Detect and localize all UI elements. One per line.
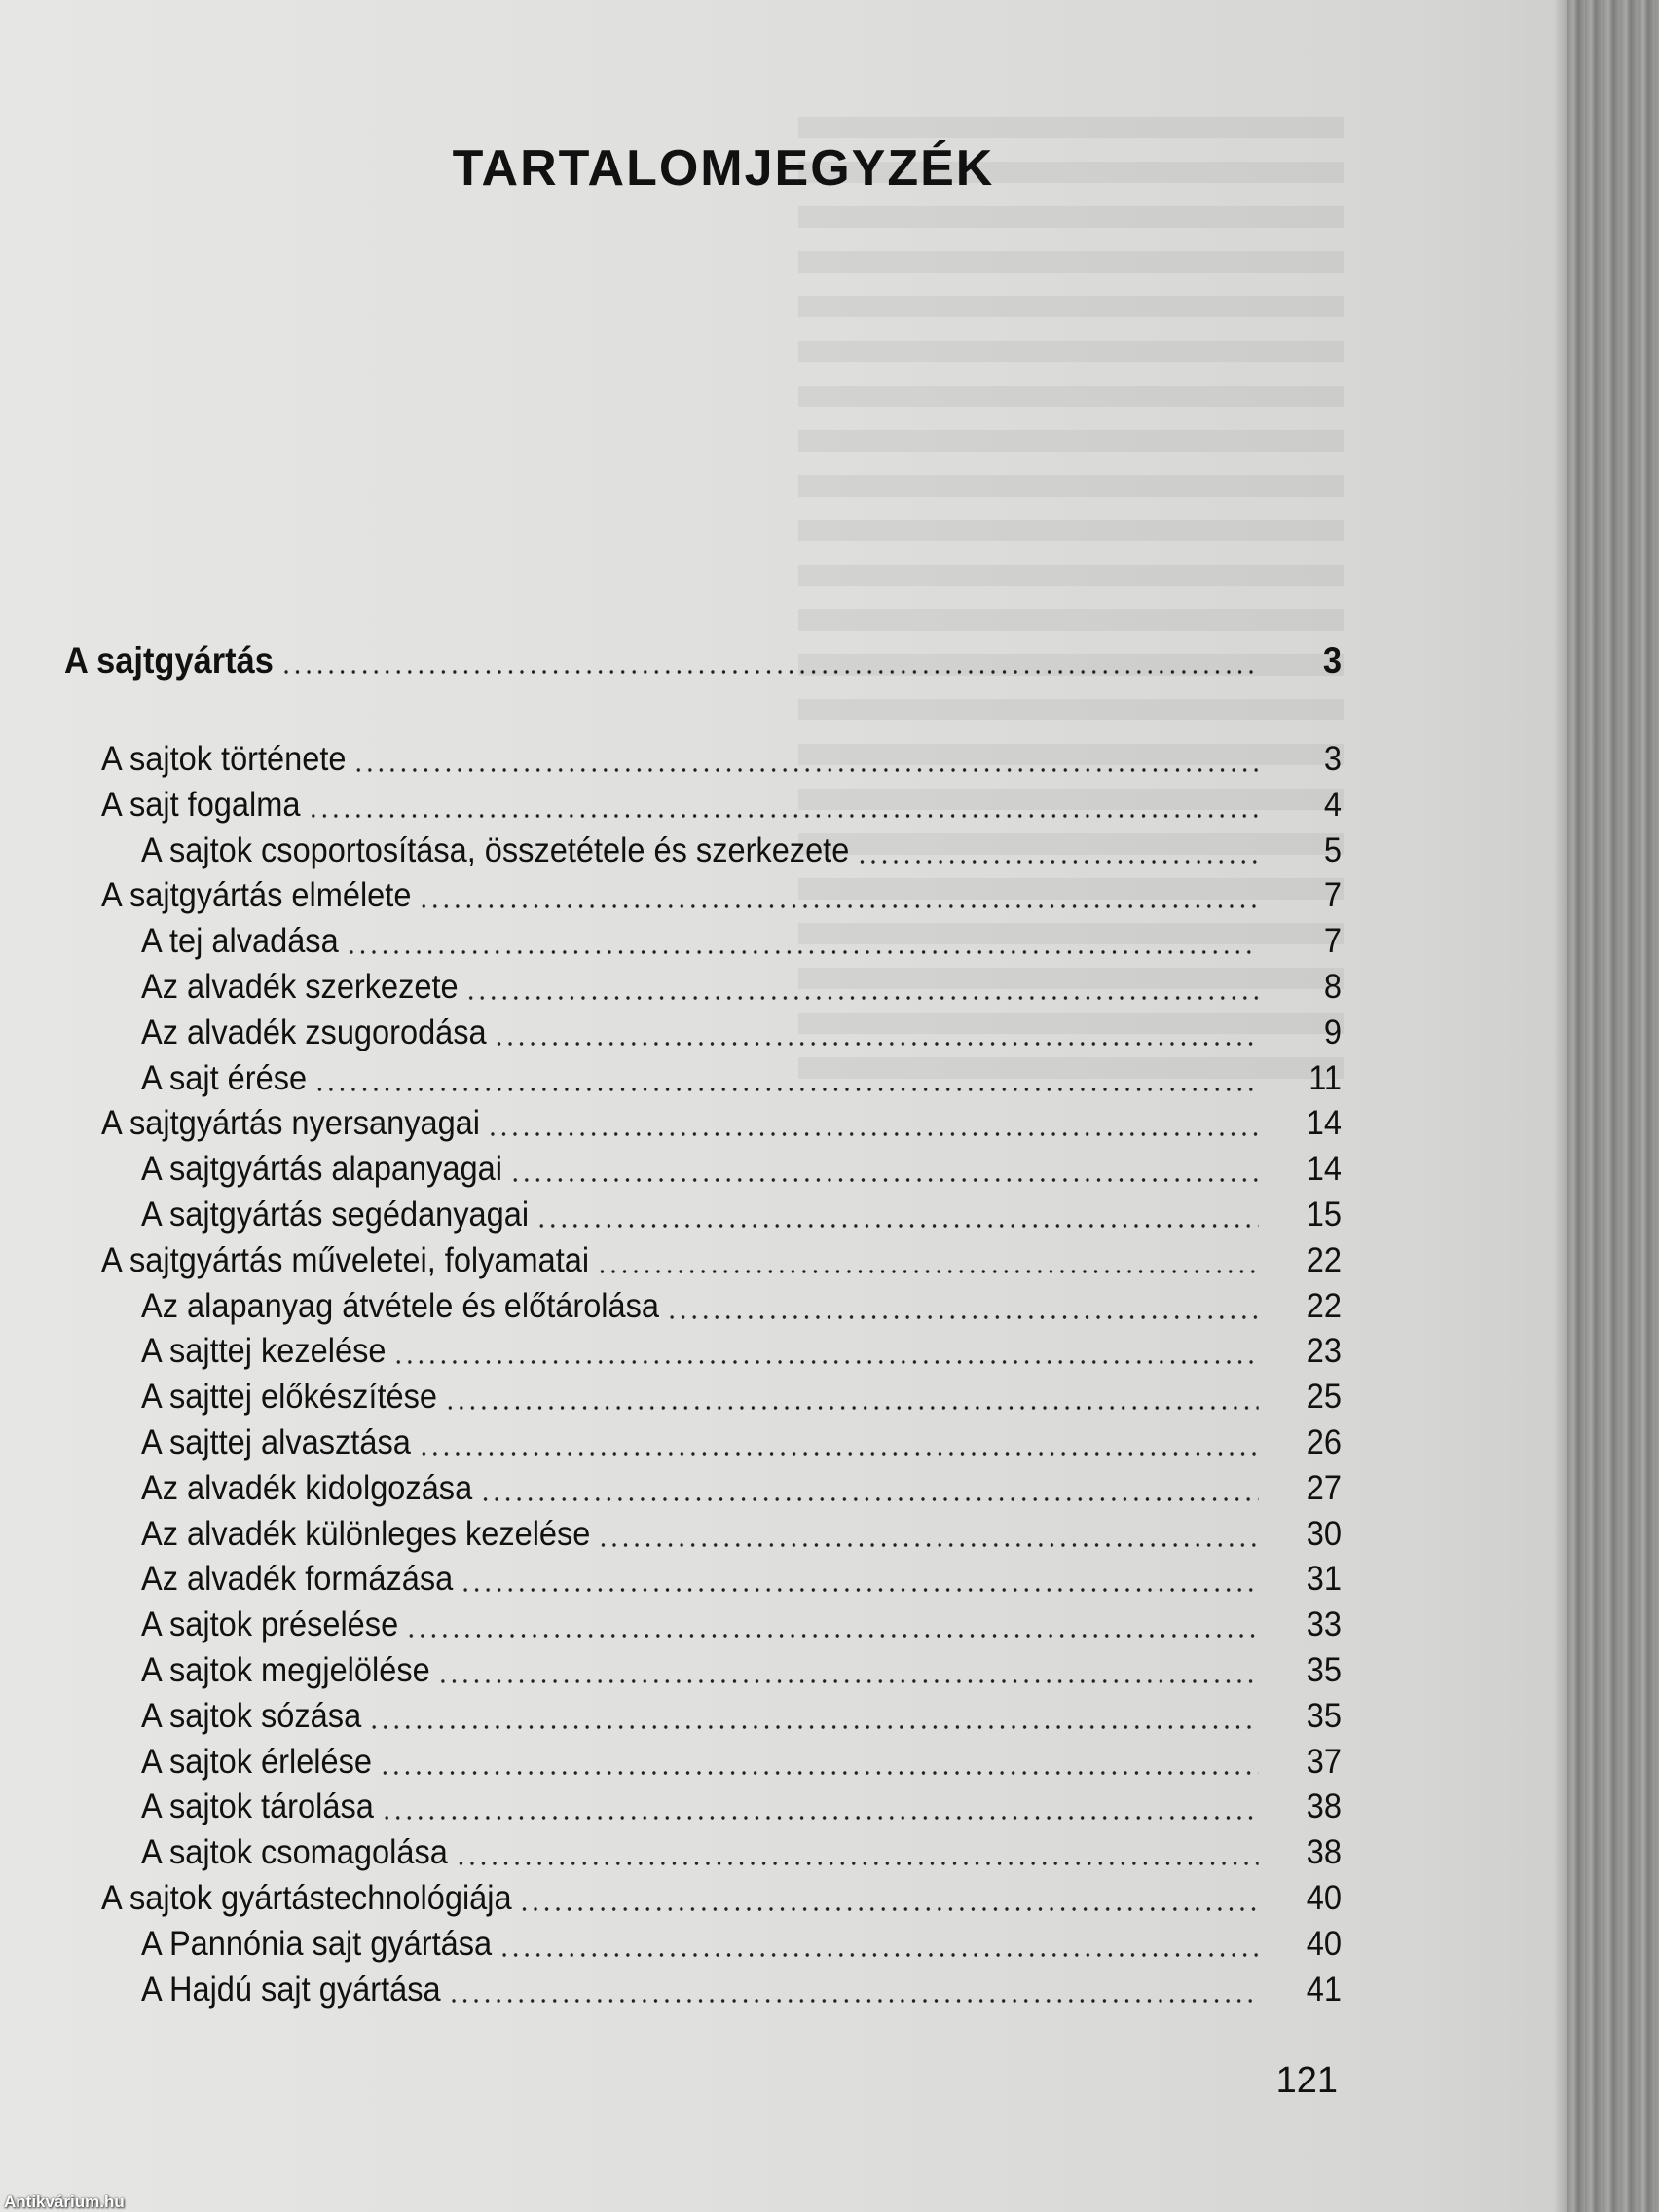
dot-leader — [857, 841, 1259, 865]
dot-leader — [444, 1387, 1258, 1411]
toc-entry-page: 5 — [1323, 830, 1342, 869]
dot-leader — [455, 1843, 1258, 1866]
toc-entry-page: 38 — [1306, 1833, 1342, 1872]
toc-entry-title: A sajtgyártás nyersanyagai — [101, 1104, 481, 1143]
toc-entry-page: 14 — [1306, 1104, 1342, 1143]
toc-entry — [101, 1238, 1342, 1283]
page-number: 121 — [1275, 2060, 1338, 2101]
toc-entry-title: Az alvadék formázása — [141, 1560, 454, 1599]
toc-entry — [141, 1512, 1342, 1557]
dot-leader — [379, 1752, 1258, 1776]
toc-entry-title: A sajtok csomagolása — [141, 1833, 448, 1872]
toc-entry-title: A sajtok tárolása — [141, 1788, 374, 1826]
toc-entry-title: A sajtgyártás elmélete — [101, 876, 412, 915]
toc-entry-page: 3 — [1323, 740, 1342, 778]
toc-entry-page: 15 — [1306, 1196, 1342, 1234]
toc-entry-page: 22 — [1306, 1286, 1342, 1325]
dot-leader — [480, 1479, 1259, 1502]
dot-leader — [418, 1433, 1258, 1456]
toc-entry — [141, 1466, 1342, 1511]
toc-entry-page: 7 — [1323, 876, 1342, 915]
toc-entry — [141, 1329, 1342, 1374]
dot-leader — [465, 977, 1258, 1001]
dot-leader — [381, 1797, 1258, 1821]
dot-leader — [499, 1935, 1259, 1958]
toc-entry-page: 30 — [1306, 1514, 1342, 1553]
dot-leader — [519, 1889, 1258, 1912]
toc-entry-title: Az alvadék kidolgozása — [141, 1468, 473, 1507]
toc-entry-title: A Pannónia sajt gyártása — [141, 1924, 493, 1963]
toc-entry-page: 35 — [1306, 1651, 1342, 1689]
toc-entry-page: 14 — [1306, 1150, 1342, 1189]
toc-entry-page: 7 — [1323, 922, 1342, 961]
toc-entry — [141, 1147, 1342, 1192]
toc-entry — [141, 1603, 1342, 1647]
toc-entry-page: 38 — [1306, 1788, 1342, 1826]
toc-entry — [141, 1968, 1342, 2012]
toc-entry — [141, 1922, 1342, 1967]
toc-entry — [101, 737, 1342, 782]
dot-leader — [419, 886, 1259, 909]
dot-leader — [494, 1023, 1258, 1047]
toc-entry-page: 11 — [1309, 1058, 1342, 1097]
toc-entry-title: A Hajdú sajt gyártása — [141, 1970, 441, 2009]
book-binding-edge — [1567, 0, 1659, 2212]
toc-entry — [141, 1648, 1342, 1693]
toc-entry-title: A tej alvadása — [141, 922, 339, 961]
toc-entry-page: 40 — [1306, 1879, 1342, 1917]
toc-entry — [141, 1557, 1342, 1602]
dot-leader — [353, 750, 1258, 773]
toc-entry-title: A sajt érése — [141, 1058, 308, 1097]
dot-leader — [597, 1251, 1259, 1274]
toc-entry-title: A sajtgyártás műveletei, folyamatai — [101, 1240, 590, 1279]
toc-entry-page: 35 — [1306, 1696, 1342, 1735]
toc-entry-title: A sajtok préselése — [141, 1605, 399, 1644]
toc-entry — [141, 1830, 1342, 1875]
toc-entry — [101, 783, 1342, 828]
toc-entry-page: 25 — [1306, 1378, 1342, 1417]
toc-entry-page: 27 — [1306, 1468, 1342, 1507]
dot-leader — [509, 1160, 1258, 1183]
toc-entry-title: A sajttej előkészítése — [141, 1378, 437, 1417]
dot-leader — [487, 1114, 1258, 1137]
dot-leader — [369, 1707, 1259, 1730]
toc-entry — [141, 1785, 1342, 1829]
toc-entry-title: Az alvadék zsugorodása — [141, 1013, 487, 1051]
toc-entry-title: A sajtgyártás segédanyagai — [141, 1196, 530, 1234]
toc-entry-page: 33 — [1306, 1605, 1342, 1644]
toc-entry — [101, 1876, 1342, 1921]
toc-entry-title: Az alapanyag átvétele és előtárolása — [141, 1286, 660, 1325]
toc-entry-page: 41 — [1306, 1970, 1342, 2009]
toc-entry — [141, 1193, 1342, 1237]
toc-entry-page: 22 — [1306, 1240, 1342, 1279]
toc-entry — [101, 873, 1342, 918]
toc-entry-page: 8 — [1323, 968, 1342, 1006]
toc-entry-page: 37 — [1306, 1742, 1342, 1781]
dot-leader — [536, 1205, 1259, 1229]
toc-entry-page: 26 — [1306, 1423, 1342, 1461]
toc-entry — [101, 1101, 1342, 1146]
toc-entry — [141, 1740, 1342, 1785]
toc-entry-title: A sajtok csoportosítása, összetétele és szerkezete — [141, 830, 850, 869]
dot-leader — [437, 1661, 1258, 1684]
dot-leader — [598, 1525, 1259, 1548]
toc-entry-page: 4 — [1323, 785, 1342, 824]
toc-entry-title: A sajtgyártás — [64, 641, 274, 681]
toc-entry-title: Az alvadék különleges kezelése — [141, 1514, 591, 1553]
toc-entry-page: 9 — [1323, 1013, 1342, 1051]
toc-entry-page: 23 — [1306, 1332, 1342, 1371]
dot-leader — [346, 932, 1258, 955]
dot-leader — [461, 1569, 1259, 1593]
toc-entry-title: A sajtgyártás alapanyagai — [141, 1150, 502, 1189]
dot-leader — [280, 651, 1258, 675]
toc-entry-title: A sajttej kezelése — [141, 1332, 387, 1371]
toc-entry-page: 40 — [1306, 1924, 1342, 1963]
toc-entry — [141, 829, 1342, 873]
dot-leader — [314, 1069, 1259, 1092]
toc-entry-title: A sajtok sózása — [141, 1696, 362, 1735]
toc-entry — [141, 965, 1342, 1010]
watermark: Antikvárium.hu — [4, 2193, 125, 2211]
toc-entry — [141, 919, 1342, 964]
toc-entry — [141, 1011, 1342, 1055]
dot-leader — [448, 1980, 1258, 2004]
toc-entry — [141, 1284, 1342, 1329]
toc-entry — [141, 1420, 1342, 1465]
page-title: TARTALOMJEGYZÉK — [452, 139, 995, 197]
dot-leader — [406, 1615, 1259, 1639]
toc-entry — [141, 1056, 1342, 1101]
toc-entry-title: A sajtok megjelölése — [141, 1651, 430, 1689]
toc-entry-title: A sajtok gyártástechnológiája — [101, 1879, 512, 1917]
toc-entry — [141, 1694, 1342, 1739]
toc-entry-title: A sajt fogalma — [101, 785, 301, 824]
toc-entry-title: A sajtok érlelése — [141, 1742, 373, 1781]
toc-chapter — [64, 639, 1342, 683]
toc-entry-page: 3 — [1322, 641, 1342, 681]
toc-entry-title: Az alvadék szerkezete — [141, 968, 459, 1006]
dot-leader — [666, 1297, 1258, 1320]
toc-entry — [141, 1375, 1342, 1419]
toc-entry-page: 31 — [1306, 1560, 1342, 1599]
toc-entry-title: A sajtok története — [101, 740, 347, 778]
dot-leader — [308, 795, 1259, 819]
dot-leader — [393, 1342, 1258, 1365]
toc-entry-title: A sajttej alvasztása — [141, 1423, 411, 1461]
